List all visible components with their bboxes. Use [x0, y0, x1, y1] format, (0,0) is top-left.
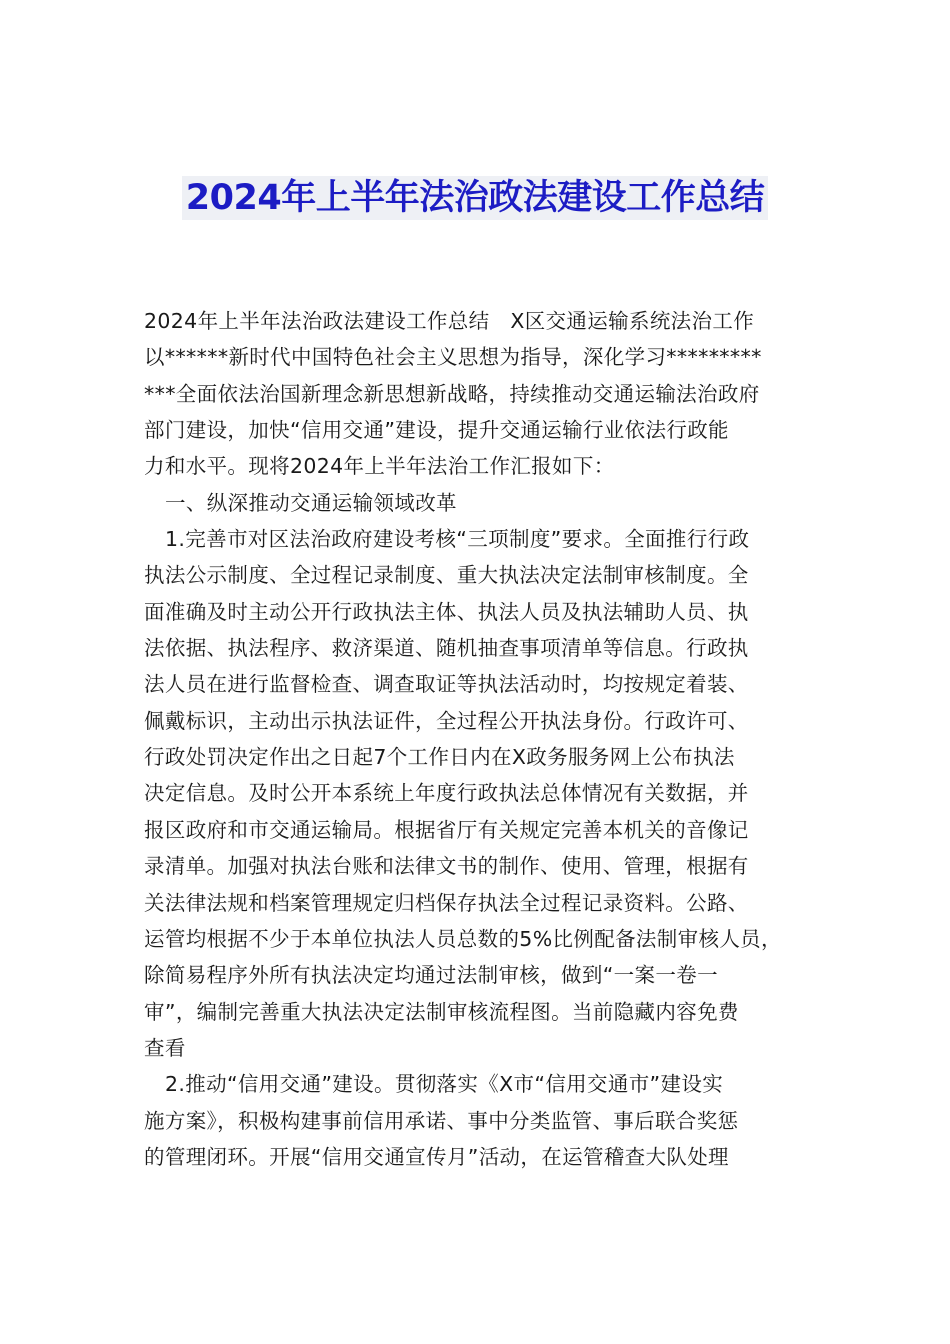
body-line: 法依据、执法程序、救济渠道、随机抽查事项清单等信息。行政执: [144, 636, 749, 661]
body-line: 录清单。加强对执法台账和法律文书的制作、使用、管理，根据有: [144, 854, 749, 879]
body-line: 除简易程序外所有执法决定均通过法制审核，做到“一案一卷一: [144, 963, 718, 988]
body-line: 审”，编制完善重大执法决定法制审核流程图。当前隐藏内容免费: [144, 999, 739, 1024]
body-line: 查看: [144, 1035, 186, 1060]
body-line: 2024年上半年法治政法建设工作总结 X区交通运输系统法治工作: [144, 309, 755, 333]
body-line: 佩戴标识，主动出示执法证件，全过程公开执法身份。行政许可、: [144, 708, 749, 733]
body-line: 执法公示制度、全过程记录制度、重大执法决定法制审核制度。全: [144, 563, 749, 588]
body-line: 面准确及时主动公开行政执法主体、执法人员及执法辅助人员、执: [144, 599, 749, 624]
body-line: ***全面依法治国新理念新思想新战略，持续推动交通运输法治政府: [144, 381, 760, 406]
document-title: 2024年上半年法治政法建设工作总结: [182, 176, 768, 220]
body-line: 关法律法规和档案管理规定归档保存执法全过程记录资料。公路、: [144, 890, 749, 915]
body-line: 部门建设，加快“信用交通”建设，提升交通运输行业依法行政能: [144, 418, 729, 443]
body-line: 的管理闭环。开展“信用交通宣传月”活动，在运管稽查大队处理: [144, 1144, 729, 1169]
body-line: 运管均根据不少于本单位执法人员总数的5%比例配备法制审核人员，: [144, 926, 782, 951]
body-line: 2.推动“信用交通”建设。贯彻落实《X市“信用交通市”建设实: [165, 1072, 724, 1097]
body-line: 以******新时代中国特色社会主义思想为指导，深化学习*********: [144, 345, 762, 370]
body-line: 力和水平。现将2024年上半年法治工作汇报如下：: [144, 454, 615, 479]
document-title-container: [0, 176, 950, 220]
body-line: 行政处罚决定作出之日起7个工作日内在X政务服务网上公布执法: [144, 745, 735, 770]
body-line: 施方案》，积极构建事前信用承诺、事中分类监管、事后联合奖惩: [144, 1108, 739, 1133]
body-line: 决定信息。及时公开本系统上年度行政执法总体情况有关数据，并: [144, 781, 749, 806]
section-heading: 一、纵深推动交通运输领域改革: [165, 490, 457, 515]
body-line: 法人员在进行监督检查、调查取证等执法活动时，均按规定着装、: [144, 672, 749, 697]
document-body: [144, 303, 816, 1175]
body-line: 报区政府和市交通运输局。根据省厅有关规定完善本机关的音像记: [144, 817, 749, 842]
body-line: 1.完善市对区法治政府建设考核“三项制度”要求。全面推行行政: [165, 527, 750, 552]
